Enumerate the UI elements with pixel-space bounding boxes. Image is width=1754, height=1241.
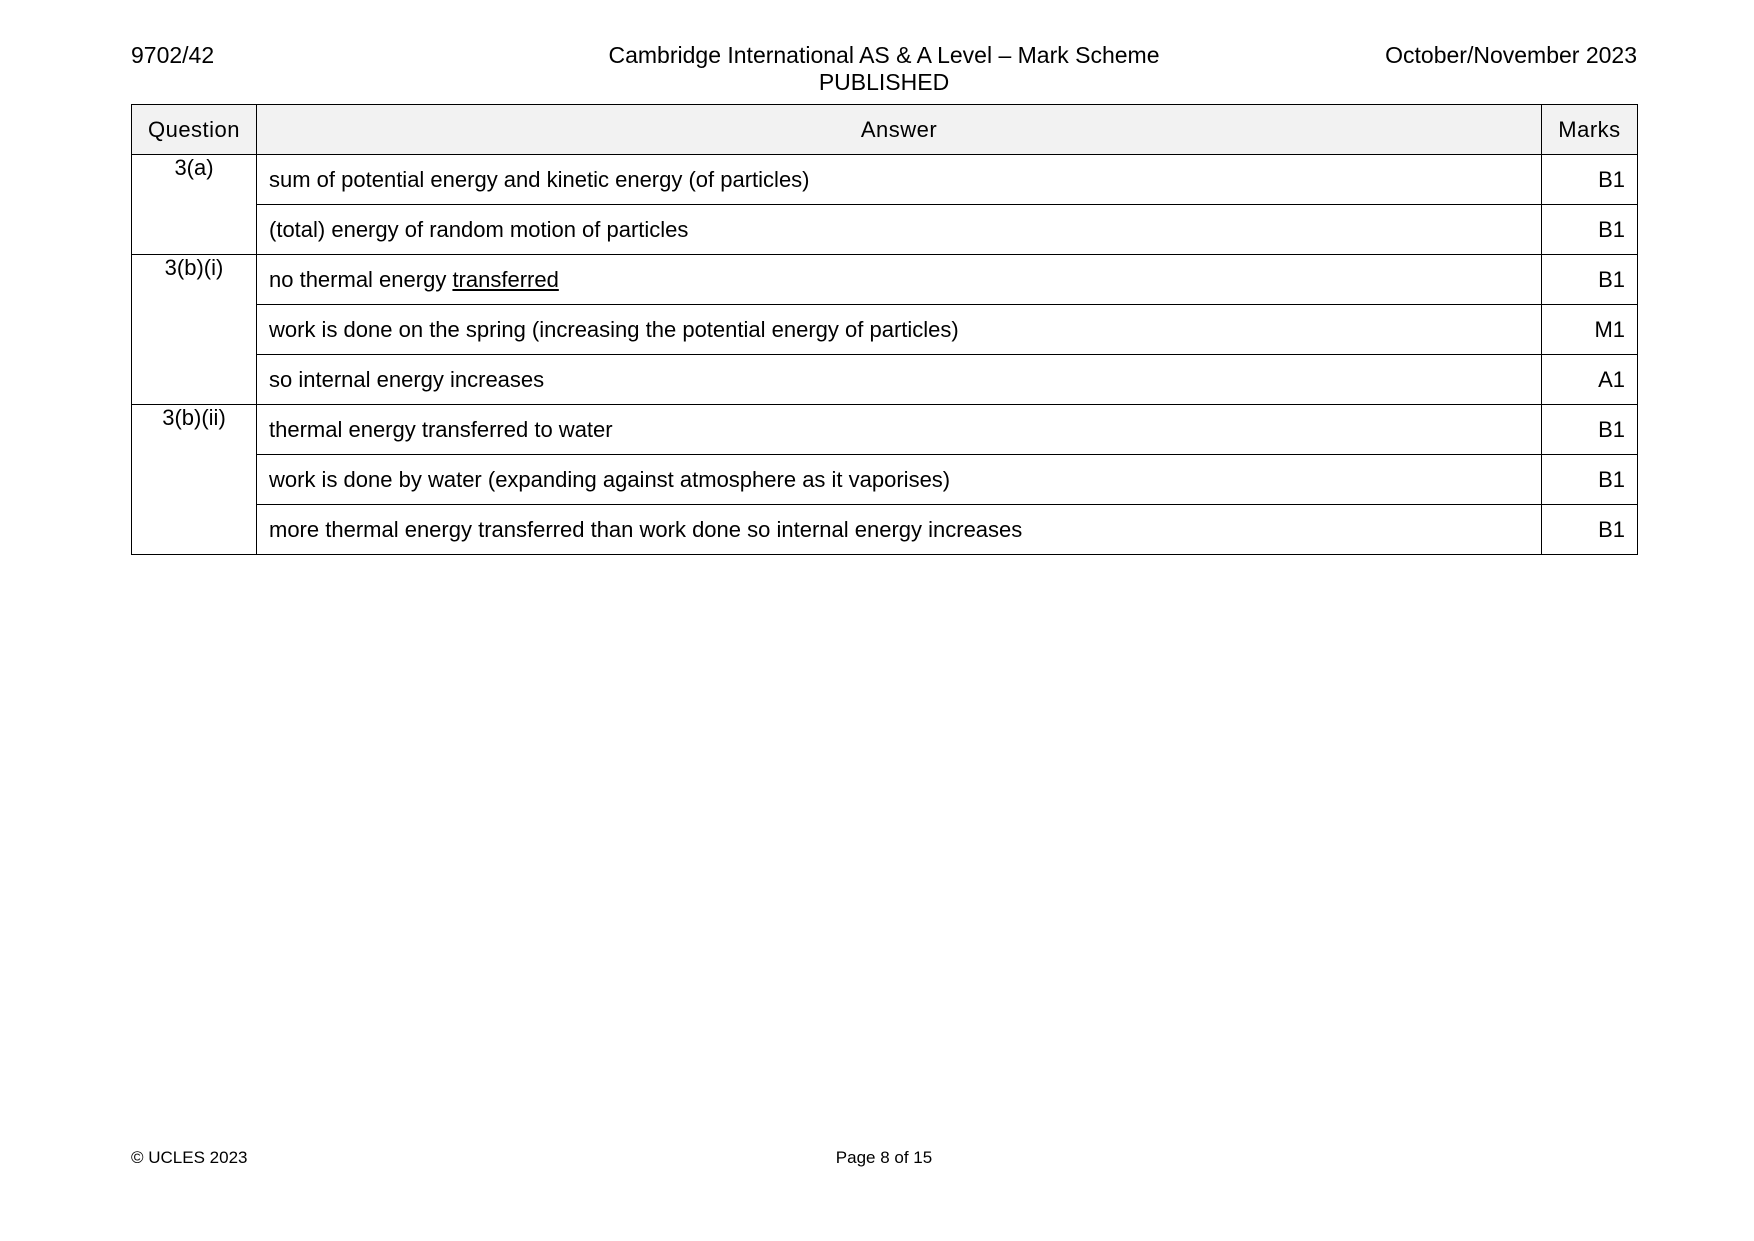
mark-cell: B1 (1542, 255, 1638, 305)
table-row (132, 205, 1638, 255)
underlined-keyword: transferred (452, 266, 559, 292)
answer-cell: more thermal energy transferred than work done so internal energy increases (257, 505, 1542, 555)
answer-cell: sum of potential energy and kinetic energy (of particles) (257, 155, 1542, 205)
document-title: Cambridge International AS & A Level – Mark Scheme (608, 42, 1160, 68)
mark-cell: A1 (1542, 355, 1638, 405)
mark-cell: B1 (1542, 155, 1638, 205)
table-header-row (132, 105, 1638, 155)
syllabus-code: 9702/42 (131, 42, 215, 68)
answer-text: no thermal energy (269, 266, 453, 292)
mark-cell: B1 (1542, 205, 1638, 255)
table-row (132, 405, 1638, 455)
mark-cell: B1 (1542, 455, 1638, 505)
answer-cell: work is done by water (expanding against atmosphere as it vaporises) (257, 455, 1542, 505)
published-label: PUBLISHED (818, 69, 950, 95)
page-number: Page 8 of 15 (835, 1148, 933, 1167)
page-header (131, 42, 1637, 102)
exam-session: October/November 2023 (1385, 42, 1637, 68)
question-column-header: Question (132, 105, 257, 155)
question-id: 3(b)(i) (132, 255, 257, 405)
question-id: 3(b)(ii) (132, 405, 257, 555)
answer-cell: thermal energy transferred to water (257, 405, 1542, 455)
answer-cell: work is done on the spring (increasing the potential energy of particles) (257, 305, 1542, 355)
table-row (132, 505, 1638, 555)
answer-cell: (total) energy of random motion of particles (257, 205, 1542, 255)
marks-column-header: Marks (1542, 105, 1638, 155)
answer-column-header: Answer (257, 105, 1542, 155)
table-row (132, 355, 1638, 405)
question-id: 3(a) (132, 155, 257, 255)
mark-scheme-table (131, 104, 1638, 555)
mark-cell: B1 (1542, 505, 1638, 555)
table-row (132, 455, 1638, 505)
mark-cell: B1 (1542, 405, 1638, 455)
table-row (132, 305, 1638, 355)
answer-cell: so internal energy increases (257, 355, 1542, 405)
answer-cell (257, 255, 1542, 305)
mark-cell: M1 (1542, 305, 1638, 355)
table-row (132, 155, 1638, 205)
copyright-notice: © UCLES 2023 (131, 1148, 248, 1167)
table-row (132, 255, 1638, 305)
